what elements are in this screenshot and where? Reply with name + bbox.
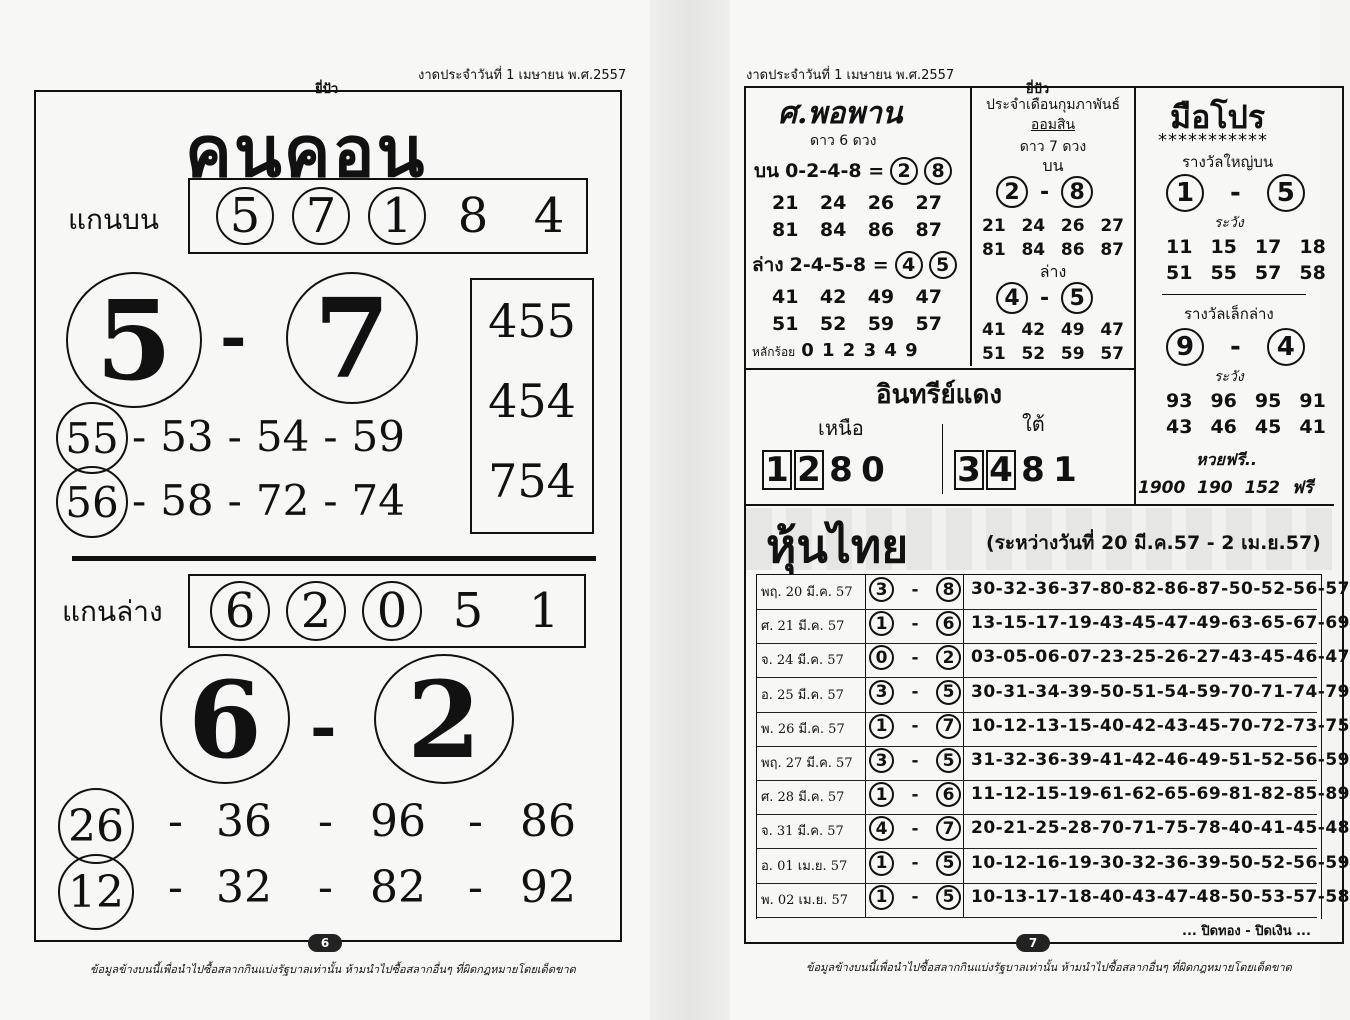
table-row <box>757 746 1350 781</box>
bottom-digit: 5 <box>452 583 484 639</box>
row-pair <box>869 748 961 773</box>
stock-title: หุ้นไทย <box>766 519 909 573</box>
sorphan-bottom-row1: 41 42 49 47 <box>772 286 942 308</box>
row-circle: 3 <box>869 748 894 773</box>
top-pair-a: 5 <box>66 272 202 408</box>
dash: - <box>168 796 183 847</box>
num: 92 <box>520 862 576 913</box>
dash: - <box>227 412 242 461</box>
sorphan-stars: ดาว 6 ดวง <box>810 133 877 149</box>
dash: - <box>168 862 183 913</box>
sorphan-bottom-row2: 51 52 59 57 <box>772 313 942 335</box>
row-circle: 5 <box>936 748 961 773</box>
red-vline <box>942 424 943 494</box>
dash: - <box>911 853 919 874</box>
pro-small-label: รางวัลเล็กล่าง <box>1184 305 1274 323</box>
row-nums: 13-15-17-19-43-45-47-49-63-65-67-69 <box>971 613 1350 634</box>
row1-lead-circle: 55 <box>56 402 128 474</box>
row-circle: 6 <box>936 611 961 636</box>
row-circle: 2 <box>936 645 961 670</box>
v-line-2 <box>1134 86 1136 504</box>
left-footer: ข้อมูลข้างบนนี้เพื่อนำไปซื้อสลากกินแบ่งรัฐบาลเท่านั้น ห้ามนำไปซื้อสลากอื่นๆ ที่ผิดกฎหมายโดยเด็ดขาด <box>90 963 576 976</box>
dash: - <box>132 476 147 525</box>
row-nums: 10-12-13-15-40-42-43-45-70-72-73-75 <box>971 715 1350 736</box>
stock-range: (ระหว่างวันที่ 20 มี.ค.57 - 2 เม.ย.57) <box>986 532 1321 554</box>
num: 36 <box>216 796 272 847</box>
right-footer: ข้อมูลข้างบนนี้เพื่อนำไปซื้อสลากกินแบ่งรัฐบาลเท่านั้น ห้ามนำไปซื้อสลากอื่นๆ ที่ผิดกฎหมายโดยเด็ดขาด <box>806 961 1292 974</box>
row-nums: 10-12-16-19-30-32-36-39-50-52-56-59 <box>971 852 1350 873</box>
top-digit-circle: 1 <box>368 187 426 245</box>
row-circle: 4 <box>869 816 894 841</box>
row-circle: 1 <box>869 611 894 636</box>
row-pair <box>869 645 961 670</box>
num: 72 <box>255 476 310 525</box>
dash: - <box>323 412 338 461</box>
row-circle: 1 <box>869 885 894 910</box>
dash: - <box>323 476 338 525</box>
row-pair <box>869 816 961 841</box>
row-nums: 30-32-36-37-80-82-86-87-50-52-56-57 <box>971 579 1350 599</box>
row-nums: 30-31-34-39-50-51-54-59-70-71-74-79 <box>971 681 1350 702</box>
dash: - <box>911 784 919 805</box>
red-title: อินทรีย์แดง <box>875 380 1003 410</box>
top-pair-sep: - <box>220 300 247 375</box>
sorphan-bottom <box>752 250 957 280</box>
red-north: เหนือ <box>818 416 864 440</box>
num: 58 <box>160 476 214 525</box>
table-row <box>757 849 1350 884</box>
dash: - <box>468 796 483 847</box>
top-digit-circle: 5 <box>216 187 274 245</box>
row-circle: 5 <box>936 851 961 876</box>
page-number: 6 <box>308 934 342 952</box>
row-pair <box>869 782 961 807</box>
row-circle: 5 <box>936 680 961 705</box>
row-date: พฤ. 20 มี.ค. 57 <box>761 585 853 600</box>
top-digit-circle: 7 <box>292 187 350 245</box>
pro-stars: *********** <box>1158 130 1268 151</box>
triple: 455 <box>488 294 576 348</box>
left-header-date: งาดประจำวันที่ 1 เมษายน พ.ศ.2557 <box>418 68 627 83</box>
row-date: ศ. 21 มี.ค. 57 <box>761 619 845 635</box>
row-pair <box>869 885 961 910</box>
pro-free-nums: 1900 190 152 ฟรี <box>1138 478 1313 498</box>
table-row <box>757 712 1350 747</box>
label: บน <box>754 160 780 182</box>
stock-tagline: ... ปิดทอง - ปิดเงิน ... <box>1182 924 1311 939</box>
row-pair <box>869 680 961 705</box>
sorphan-top-row1: 21 24 26 27 <box>772 192 942 214</box>
spine <box>650 0 730 1020</box>
sorphan-top-row2: 81 84 86 87 <box>772 219 942 241</box>
num: 53 <box>160 412 214 461</box>
formula: 2-4-5-8 = <box>789 254 889 276</box>
row-nums: 03-05-06-07-23-25-26-27-43-45-46-47 <box>971 647 1350 668</box>
row-circle: 1 <box>869 714 894 739</box>
num: 96 <box>370 796 426 847</box>
monthly-bottom-label: ล่าง <box>1039 262 1067 281</box>
divider <box>72 556 596 561</box>
row-date: พฤ. 27 มี.ค. 57 <box>761 756 853 771</box>
sorphan-top <box>754 156 952 186</box>
row-circle: 1 <box>869 782 894 807</box>
pro-small-pair: 9 - 4 <box>1166 328 1305 366</box>
top-digits-box <box>188 178 588 254</box>
page-number: 7 <box>1016 934 1050 952</box>
pro-title: มือโปร <box>1170 98 1265 136</box>
num: 86 <box>520 796 576 847</box>
monthly-top-pair: 2 - 8 <box>996 176 1093 208</box>
top-row1 <box>132 412 405 461</box>
row-date: อ. 25 มี.ค. 57 <box>761 687 844 703</box>
table-row <box>757 609 1350 644</box>
bottom-digit-circle: 2 <box>286 581 346 641</box>
num: 74 <box>351 476 405 525</box>
bottom-digit: 1 <box>528 583 560 639</box>
dash: - <box>132 412 147 461</box>
monthly-bottom-row1: 41 42 49 47 <box>982 320 1124 340</box>
row-circle: 5 <box>936 885 961 910</box>
monthly-top-label: บน <box>1042 156 1064 175</box>
row-nums: 11-12-15-19-61-62-65-69-81-82-85-89 <box>971 784 1350 805</box>
h-line-2 <box>744 504 1334 506</box>
sorphan-title: ศ.พอพาน <box>778 96 903 131</box>
dash: - <box>911 818 919 839</box>
row-circle: 0 <box>869 645 894 670</box>
circ: 5 <box>929 251 957 279</box>
num: 54 <box>255 412 310 461</box>
row-nums: 20-21-25-28-70-71-75-78-40-41-45-48 <box>971 818 1350 839</box>
row-circle: 3 <box>869 680 894 705</box>
red-south: ใต้ <box>1022 412 1045 436</box>
top-row2 <box>132 476 405 525</box>
row-nums: 10-13-17-18-40-43-47-48-50-53-57-58 <box>971 886 1350 907</box>
right-brand: ยี่ปัว <box>1026 82 1050 97</box>
pro-small-row1: 93 96 95 91 <box>1166 390 1326 412</box>
circ: 4 <box>895 251 923 279</box>
h-line-1 <box>744 368 1136 370</box>
dash: - <box>911 613 919 634</box>
circ: 2 <box>890 157 918 185</box>
table-row <box>757 678 1350 713</box>
row-circle: 8 <box>936 577 961 602</box>
monthly-top-row1: 21 24 26 27 <box>982 216 1124 236</box>
dash: - <box>227 476 242 525</box>
row-pair <box>869 714 961 739</box>
formula: 0-2-4-8 = <box>785 160 885 182</box>
pro-big-label: รางวัลใหญ่บน <box>1182 153 1274 171</box>
row-circle: 6 <box>936 782 961 807</box>
stock-table <box>756 574 1350 919</box>
pro-free-label: หวยฟรี.. <box>1196 450 1257 469</box>
pro-small-row2: 43 46 45 41 <box>1166 416 1326 438</box>
dash: - <box>911 750 919 771</box>
row-date: ศ. 28 มี.ค. 57 <box>761 790 845 806</box>
monthly-line2: ออมสิน <box>1030 117 1076 133</box>
label: ล่าง <box>752 254 784 276</box>
monthly-bottom-row2: 51 52 59 57 <box>982 344 1124 364</box>
bottom-pair-sep: - <box>310 690 337 765</box>
num: 59 <box>351 412 405 461</box>
table-row <box>757 643 1350 678</box>
row-date: จ. 31 มี.ค. 57 <box>761 824 844 840</box>
row2-lead-circle: 56 <box>56 466 128 538</box>
row-date: จ. 24 มี.ค. 57 <box>761 653 844 669</box>
row-nums: 31-32-36-39-41-42-46-49-51-52-56-59 <box>971 750 1350 770</box>
bottom-pair-a: 6 <box>160 654 290 784</box>
bottom-pair-b: 2 <box>374 654 514 784</box>
table-row <box>757 883 1350 918</box>
pro-watch: ระวัง <box>1214 215 1244 231</box>
row-circle: 1 <box>869 851 894 876</box>
table-row <box>757 780 1350 815</box>
pro-big-row2: 51 55 57 58 <box>1166 262 1326 284</box>
dash: - <box>318 862 333 913</box>
row-circle: 7 <box>936 816 961 841</box>
red-south-digits: 3 4 8 1 <box>954 450 1082 490</box>
dash: - <box>911 579 919 600</box>
row-circle: 7 <box>936 714 961 739</box>
left-brand: ยี่ปัว <box>315 82 339 97</box>
right-page <box>730 0 1350 1020</box>
brow2-lead-circle: 12 <box>58 854 134 930</box>
circ: 8 <box>924 157 952 185</box>
bottom-digit-circle: 0 <box>362 581 422 641</box>
dash: - <box>318 796 333 847</box>
table-row <box>757 575 1350 610</box>
row-date: พ. 02 เม.ย. 57 <box>761 892 849 908</box>
pro-divider <box>1162 294 1306 295</box>
left-title: คนคอน <box>185 111 427 193</box>
monthly-stars: ดาว 7 ดวง <box>1019 139 1087 155</box>
dash: - <box>911 716 919 737</box>
pro-big-row1: 11 15 17 18 <box>1166 236 1326 258</box>
bottom-digit-circle: 6 <box>210 581 270 641</box>
left-page <box>0 0 650 1020</box>
pro-small-watch: ระวัง <box>1214 369 1244 385</box>
top-digit: 4 <box>533 188 565 244</box>
dash: - <box>911 682 919 703</box>
num: 82 <box>370 862 426 913</box>
row-pair <box>869 851 961 876</box>
row-date: พ. 26 มี.ค. 57 <box>761 721 845 737</box>
triple: 454 <box>488 374 576 428</box>
table-row <box>757 814 1350 849</box>
red-north-digits: 1 2 8 0 <box>762 450 890 490</box>
sorphan-hundreds: หลักร้อย 0 1 2 3 4 9 <box>752 340 919 361</box>
triples-box <box>470 278 594 534</box>
top-label: แกนบน <box>68 203 160 236</box>
num: 32 <box>216 862 272 913</box>
top-digit: 8 <box>457 188 489 244</box>
row-date: อ. 01 เม.ย. 57 <box>761 858 848 874</box>
bottom-digits-box <box>188 574 586 648</box>
bottom-label: แกนล่าง <box>62 595 163 628</box>
row-pair <box>869 577 961 602</box>
dash: - <box>911 887 919 908</box>
row-circle: 3 <box>869 577 894 602</box>
brow1-lead-circle: 26 <box>58 788 134 864</box>
monthly-bottom-pair: 4 - 5 <box>996 282 1093 314</box>
right-header-date: งาดประจำวันที่ 1 เมษายน พ.ศ.2557 <box>746 68 955 83</box>
monthly-line1: ประจำเดือนกุมภาพันธ์ <box>986 97 1120 113</box>
dash: - <box>911 647 919 668</box>
triple: 754 <box>488 454 576 508</box>
row-pair <box>869 611 961 636</box>
dash: - <box>468 862 483 913</box>
pro-big-pair: 1 - 5 <box>1166 174 1305 212</box>
monthly-top-row2: 81 84 86 87 <box>982 240 1124 260</box>
top-pair-b: 7 <box>286 272 418 404</box>
